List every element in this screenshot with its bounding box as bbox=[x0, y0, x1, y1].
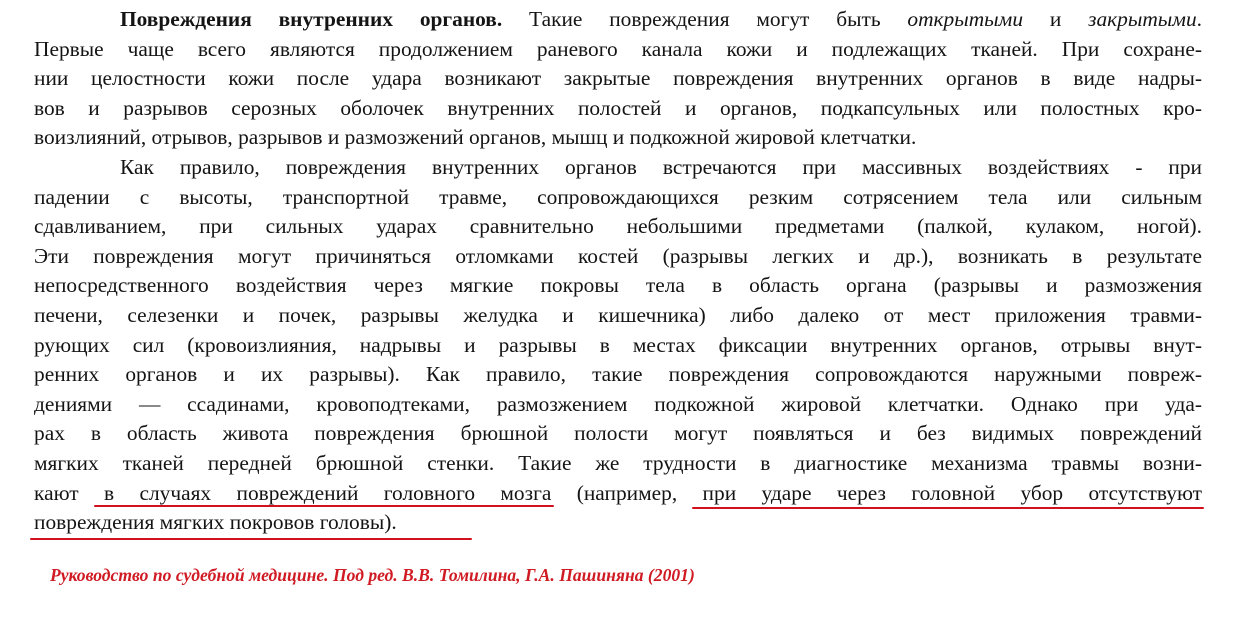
paragraph-2 bbox=[34, 153, 1202, 538]
paragraph-2-line-4: Эти повреждения могут причиняться отломками костей (разрывы легких и др.), возникать в результате bbox=[34, 243, 1202, 268]
text-run: и bbox=[1023, 7, 1089, 31]
section-heading: Повреждения внутренних органов. bbox=[120, 7, 503, 31]
paragraph-2-line-3: сдавливанием, при сильных ударах сравнительно небольшими предметами (палкой, кулаком, ногой). bbox=[34, 214, 1202, 239]
paragraph-2-line-7: рующих сил (кровоизлияния, надрывы и разрывы в местах фиксации внутренних органов, отрывы внут- bbox=[34, 332, 1202, 357]
annotation-underline-head-tissue bbox=[30, 538, 472, 540]
paragraph-1-line-5: воизлияний, отрывов, разрывов и размозжений органов, мышц и подкожной жировой клетчатки. bbox=[34, 125, 917, 150]
italic-term-open: открытыми bbox=[907, 7, 1024, 31]
paragraph-1 bbox=[34, 5, 1202, 153]
paragraph-2-line-11: мягких тканей передней брюшной стенки. Такие же трудности в диагностике механизма травмы возни- bbox=[34, 450, 1202, 475]
paragraph-1-line-3: нии целостности кожи после удара возникают закрытые повреждения внутренних органов в виде надры- bbox=[34, 66, 1202, 91]
paragraph-2-line-12: кают в случаях повреждений головного мозга (например, при ударе через головной убор отсутствуют bbox=[34, 480, 1202, 505]
annotation-underline-brain-injury bbox=[94, 505, 554, 507]
text-run: Такие повреждения могут быть bbox=[502, 7, 908, 31]
paragraph-2-line-9: дениями — ссадинами, кровоподтеками, размозжением подкожной жировой клетчатки. Однако при уда- bbox=[34, 391, 1202, 416]
paragraph-2-line-13: повреждения мягких покровов головы). bbox=[34, 510, 397, 535]
paragraph-2-line-8: ренних органов и их разрывы). Как правило, такие повреждения сопровождаются наружными повреж- bbox=[34, 362, 1202, 387]
paragraph-1-line-2: Первые чаще всего являются продолжением раневого канала кожи и подлежащих тканей. При сохране- bbox=[34, 36, 1202, 61]
paragraph-1-line-4: вов и разрывов серозных оболочек внутренних полостей и органов, подкапсульных или полостных кро- bbox=[34, 95, 1202, 120]
annotation-underline-headwear bbox=[692, 507, 1204, 509]
source-caption: Руководство по судебной медицине. Под ред. В.В. Томилина, Г.А. Пашиняна (2001) bbox=[50, 565, 695, 585]
paragraph-2-line-2: падении с высоты, транспортной травме, сопровождающихся резким сотрясением тела или сильным bbox=[34, 184, 1202, 209]
paragraph-2-line-10: рах в область живота повреждения брюшной полости могут появляться и без видимых повреждений bbox=[34, 421, 1202, 446]
paragraph-2-line-1: Как правило, повреждения внутренних органов встречаются при массивных воздействиях - при bbox=[120, 154, 1202, 179]
italic-term-closed: закрытыми bbox=[1088, 7, 1197, 31]
paragraph-1-line-1 bbox=[34, 5, 1202, 35]
text-run: . bbox=[1196, 7, 1202, 31]
document-body bbox=[34, 5, 1202, 538]
paragraph-2-line-5: непосредственного воздействия через мягкие покровы тела в область органа (разрывы и размозжения bbox=[34, 273, 1202, 298]
paragraph-2-line-6: печени, селезенки и почек, разрывы желудка и кишечника) либо далеко от мест приложения травми- bbox=[34, 302, 1202, 327]
